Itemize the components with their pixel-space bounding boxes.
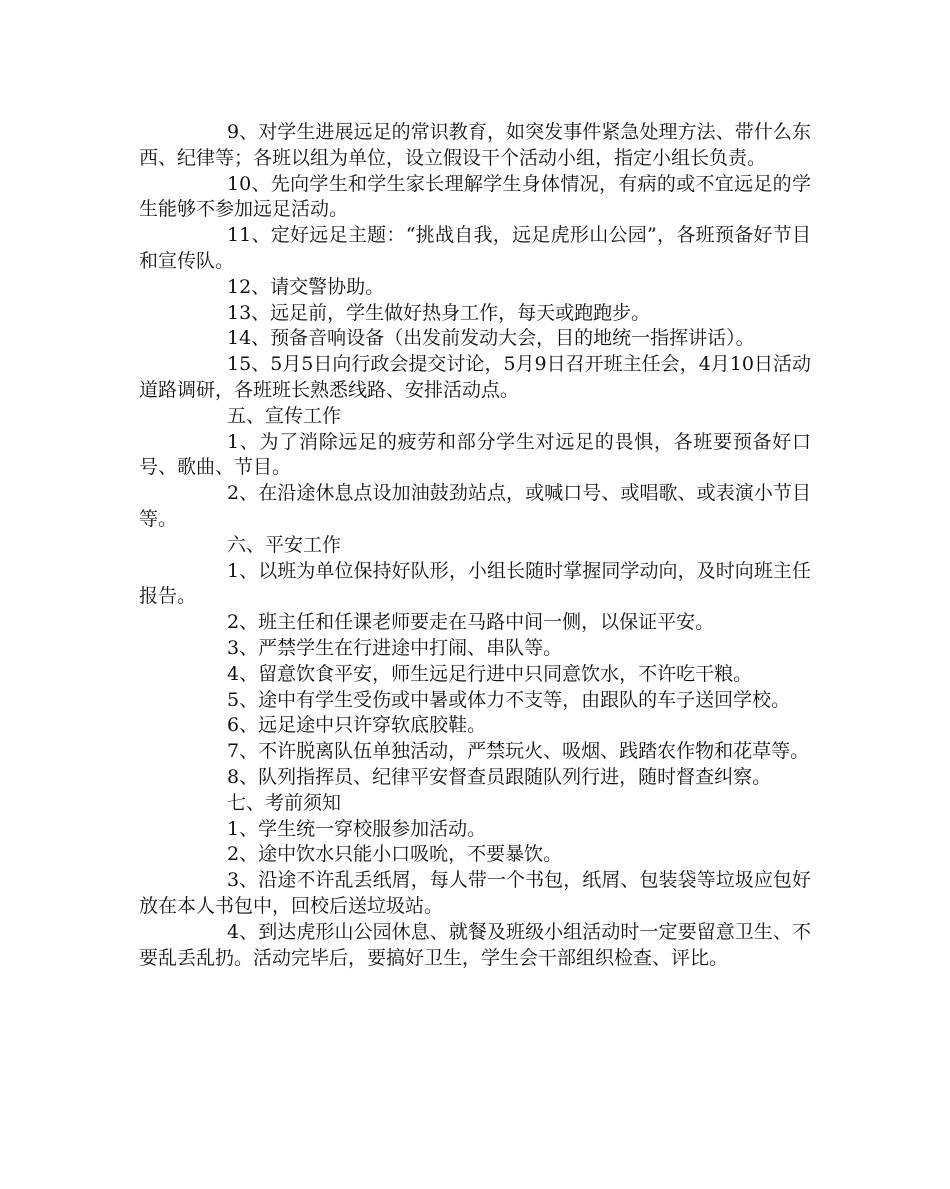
paragraph-item-14: 14、预备音响设备（出发前发动大会，目的地统一指挥讲话）。 [227, 327, 755, 350]
section-heading-safety: 六、平安工作 [227, 533, 342, 556]
document-body [139, 120, 811, 971]
section-heading-publicity: 五、宣传工作 [227, 404, 342, 427]
safety-item-7: 7、不许脱离队伍单独活动，严禁玩火、吸烟、践踏农作物和花草等。 [227, 740, 810, 763]
paragraph-item-15: 15、5月5日向行政会提交讨论，5月9日召开班主任会，4月10日活动道路调研，各班班长熟悉线路、安排活动点。 [139, 353, 811, 401]
notes-item-1: 1、学生统一穿校服参加活动。 [227, 817, 487, 840]
paragraph-item-12: 12、请交警协助。 [227, 275, 385, 298]
paragraph-item-10: 10、先向学生和学生家长理解学生身体情况，有病的或不宜远足的学生能够不参加远足活动。 [139, 172, 811, 221]
safety-item-6: 6、远足途中只许穿软底胶鞋。 [227, 714, 487, 737]
publicity-item-2: 2、在沿途休息点设加油鼓劲站点，或喊口号、或唱歌、或表演小节目等。 [139, 482, 811, 530]
safety-item-1: 1、以班为单位保持好队形，小组长随时掌握同学动向，及时向班主任报告。 [139, 559, 811, 608]
notes-item-3: 3、沿途不许乱丢纸屑，每人带一个书包，纸屑、包装袋等垃圾应包好放在本人书包中，回校后送垃圾站。 [139, 869, 811, 917]
paragraph-item-11: 11、定好远足主题：“挑战自我，远足虎形山公园”，各班预备好节目和宣传队。 [139, 224, 811, 272]
notes-item-2: 2、途中饮水只能小口吸吮，不要暴饮。 [227, 843, 563, 866]
safety-item-5: 5、途中有学生受伤或中暑或体力不支等，由跟队的车子送回学校。 [227, 688, 791, 711]
paragraph-item-9: 9、对学生进展远足的常识教育，如突发事件紧急处理方法、带什么东西、纪律等；各班以组为单位，设立假设干个活动小组，指定小组长负责。 [139, 121, 811, 169]
notes-item-4: 4、到达虎形山公园休息、就餐及班级小组活动时一定要留意卫生、不要乱丢乱扔。活动完毕后，要搞好卫生，学生会干部组织检查、评比。 [139, 920, 811, 969]
safety-item-2: 2、班主任和任课老师要走在马路中间一侧，以保证平安。 [227, 611, 715, 634]
paragraph-item-13: 13、远足前，学生做好热身工作，每天或跑跑步。 [227, 301, 651, 324]
safety-item-3: 3、严禁学生在行进途中打闹、串队等。 [227, 636, 563, 659]
publicity-item-1: 1、为了消除远足的疲劳和部分学生对远足的畏惧，各班要预备好口号、歌曲、节目。 [139, 430, 811, 479]
section-heading-notes: 七、考前须知 [227, 791, 342, 814]
safety-item-8: 8、队列指挥员、纪律平安督查员跟随队列行进，随时督查纠察。 [227, 765, 772, 788]
safety-item-4: 4、留意饮食平安，师生远足行进中只同意饮水，不许吃干粮。 [227, 662, 753, 685]
